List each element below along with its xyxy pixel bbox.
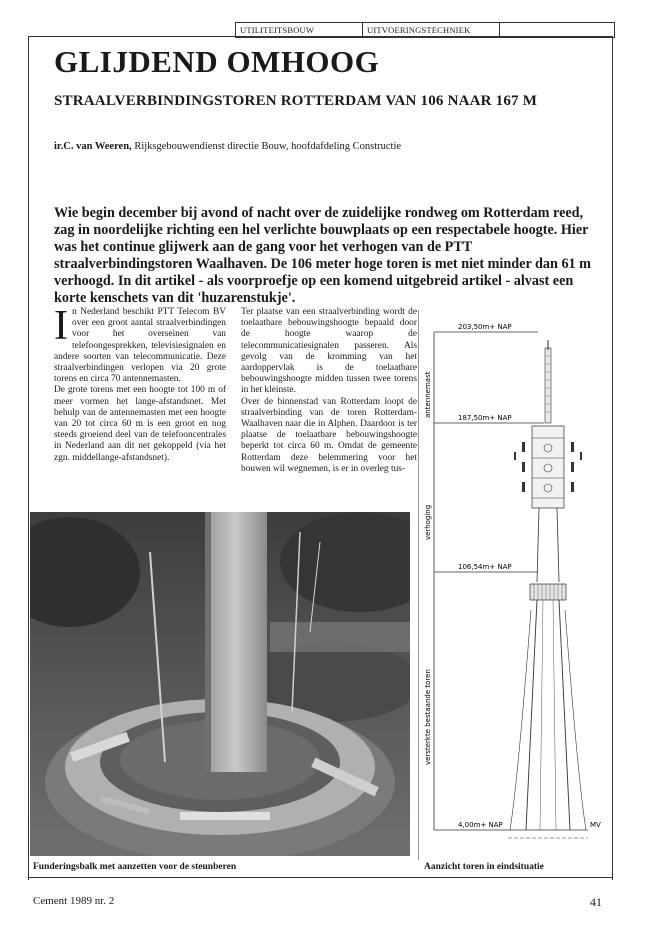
paragraph-1: n Nederland beschikt PTT Telecom BV over een groot aantal straalverbindingen voor het overseinen van telefoongesprekken, televisiesignalen en andere soorten van telecommunicatie. Deze straalverbindingen verlopen via 20 grote torens en circa 70 antennemasten. bbox=[54, 307, 226, 385]
paragraph-4: Over de binnenstad van Rotterdam loopt de straalverbinding van de toren Rotterdam-Waalhaven naar die in Alphen. Daardoor is ter plaatse de toelaatbare bebouwingshoogte beperkt tot circa 60 m. Omdat de gemeente Rotterdam deze belemmering voor het bouwen wil wegnemen, is er in overleg tus- bbox=[241, 396, 417, 474]
diagram-caption: Aanzicht toren in eindsituatie bbox=[424, 862, 544, 872]
label-verhoging: verhoging bbox=[424, 504, 432, 540]
article-subtitle: STRAALVERBINDINGSTOREN ROTTERDAM VAN 106 NAAR 167 M bbox=[54, 93, 538, 109]
drop-cap: I bbox=[54, 303, 68, 349]
journal-footer: Cement 1989 nr. 2 bbox=[33, 895, 115, 907]
paragraph-3: Ter plaatse van een straalverbinding wordt de toelaatbare bebouwingshoogte bepaald door de hoogte waarop de telecommunicatiesignalen passeren. Als gevolg van de kromming van het aardoppervlak is de toelaatbare bebouwingshoogte midden tussen twee torens in het kleinste. bbox=[241, 307, 417, 396]
construction-photo bbox=[30, 512, 410, 856]
text-column-2 bbox=[241, 307, 417, 475]
level-label-top: 203,50m+ NAP bbox=[458, 323, 512, 331]
level-label-base: 4,00m+ NAP bbox=[458, 821, 503, 829]
tower-elevation-drawing bbox=[418, 310, 612, 860]
author-affiliation: Rijksgebouwendienst directie Bouw, hoofdafdeling Constructie bbox=[134, 141, 402, 152]
author-name: ir.C. van Weeren, bbox=[54, 141, 132, 152]
tower-elevation-diagram bbox=[418, 310, 612, 860]
section-tab-uitvoeringstechniek: UITVOERINGSTECHNIEK bbox=[363, 23, 500, 37]
label-bestaande-toren: versterkte bestaande toren bbox=[424, 669, 432, 765]
frame-left-rule bbox=[28, 36, 29, 880]
page-number: 41 bbox=[590, 895, 602, 909]
paragraph-2: De grote torens met een hoogte tot 100 m of meer vormen het lange-afstandsnet. Met behulp van de antennemasten met een hoogte van 20 tot circa 60 m is een groot en nog steeds groeiend deel van de telefooncentrales in Nederland aan dit net gekoppeld (via het zgn. middellange-afstandsnet). bbox=[54, 385, 226, 463]
caption-rule bbox=[28, 877, 613, 878]
mv-label: MV bbox=[590, 821, 601, 829]
photo-caption: Funderingsbalk met aanzetten voor de steunberen bbox=[33, 862, 237, 872]
author-line bbox=[54, 141, 401, 152]
article-title: GLIJDEND OMHOOG bbox=[54, 44, 380, 79]
label-antennemast: antennemast bbox=[424, 371, 432, 418]
text-column-1 bbox=[54, 303, 226, 464]
article-intro: Wie begin december bij avond of nacht over de zuidelijke rondweg om Rotterdam reed, zag in noordelijke richting een hel verlichte bouwplaats op een respectabele hoogte. Hier was het continue glijwerk aan de gang voor het verhogen van de PTT straalverbindingstoren Waalhaven. De 106 meter hoge toren is met niet minder dan 61 m verhoogd. In dit artikel - als voorproefje op een komend uitgebreid artikel - alvast een korte kenschets van dit 'huzarenstukje'. bbox=[54, 205, 592, 306]
level-label-upper: 187,50m+ NAP bbox=[458, 414, 512, 422]
section-tab-utiliteitsbouw: UTILITEITSBOUW bbox=[236, 23, 363, 37]
construction-photo-image bbox=[30, 512, 410, 856]
frame-top-rule bbox=[28, 36, 613, 37]
level-label-mid: 106,54m+ NAP bbox=[458, 563, 512, 571]
frame-right-rule bbox=[612, 36, 613, 880]
